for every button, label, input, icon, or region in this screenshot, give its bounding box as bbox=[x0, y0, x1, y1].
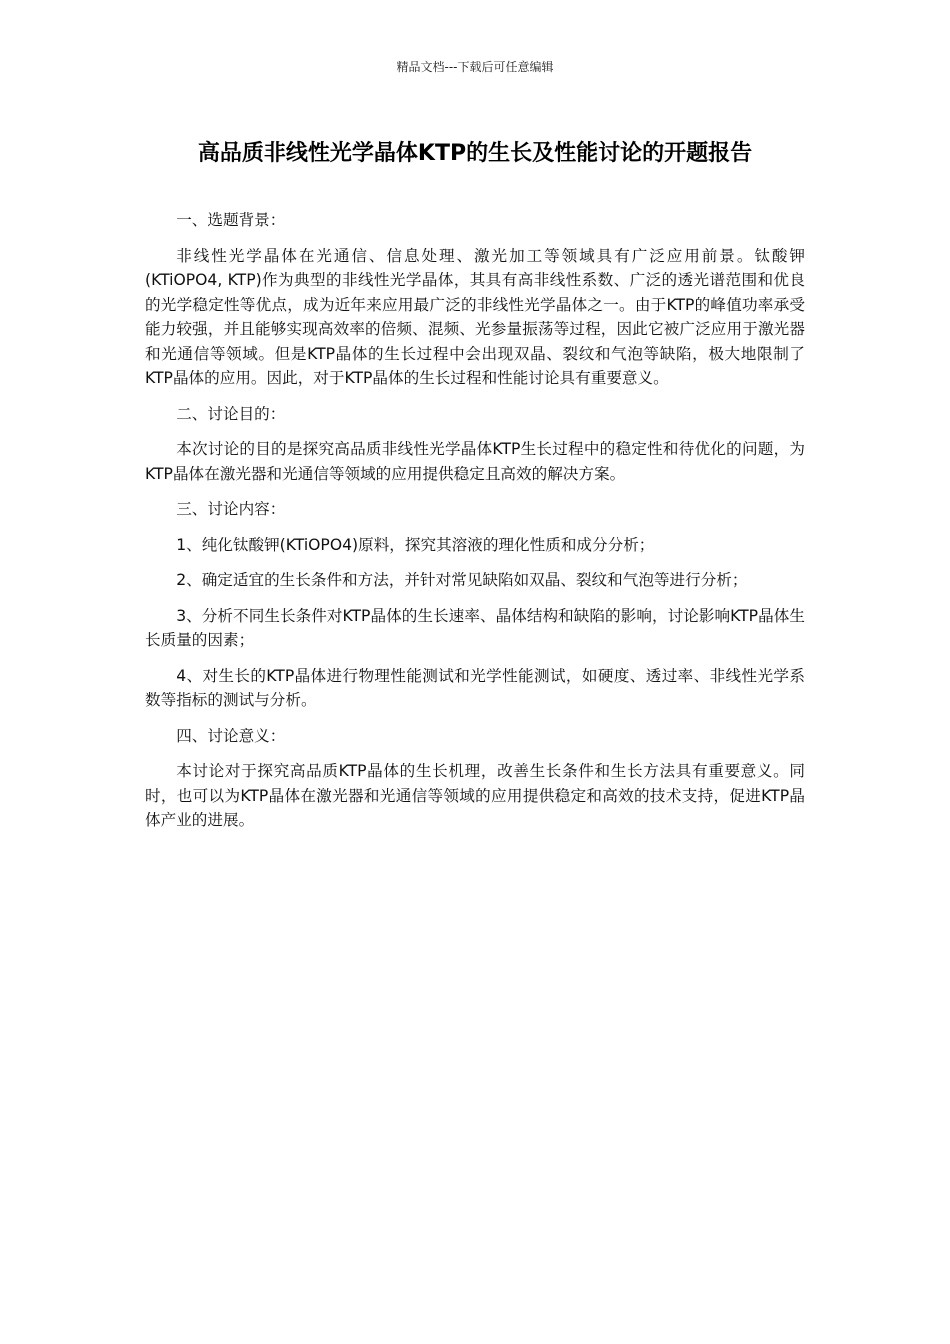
content-item-4: 4、对生长的KTP晶体进行物理性能测试和光学性能测试，如硬度、透过率、非线性光学系数等指标的测试与分析。 bbox=[145, 666, 805, 709]
section-heading-content: 三、讨论内容： bbox=[176, 500, 286, 518]
content-item-2: 2、确定适宜的生长条件和方法，并针对常见缺陷如双晶、裂纹和气泡等进行分析； bbox=[176, 571, 748, 589]
header-note: 精品文档---下载后可任意编辑 bbox=[396, 60, 554, 74]
content-item-1: 1、纯化钛酸钾(KTiOPO4)原料，探究其溶液的理化性质和成分分析； bbox=[176, 535, 655, 554]
document-title: 高品质非线性光学晶体KTP的生长及性能讨论的开题报告 bbox=[197, 141, 753, 166]
section-heading-purpose: 二、讨论目的： bbox=[176, 404, 286, 423]
purpose-paragraph: 本次讨论的目的是探究高品质非线性光学晶体KTP生长过程中的稳定性和待优化的问题，为KTP晶体在激光器和光通信等领域的应用提供稳定且高效的解决方案。 bbox=[145, 440, 805, 483]
significance-paragraph: 本讨论对于探究高品质KTP晶体的生长机理，改善生长条件和生长方法具有重要意义。同时，也可以为KTP晶体在激光器和光通信等领域的应用提供稳定和高效的技术支持，促进KTP晶体产业的进展。 bbox=[145, 762, 805, 829]
section-heading-significance: 四、讨论意义： bbox=[176, 726, 286, 745]
section-heading-background: 一、选题背景： bbox=[176, 211, 286, 229]
content-item-3: 3、分析不同生长条件对KTP晶体的生长速率、晶体结构和缺陷的影响，讨论影响KTP晶体生长质量的因素； bbox=[145, 606, 805, 649]
document-body bbox=[145, 208, 805, 844]
background-paragraph: 非线性光学晶体在光通信、信息处理、激光加工等领域具有广泛应用前景。钛酸钾(KTiOPO4, KTP)作为典型的非线性光学晶体，其具有高非线性系数、广泛的透光谱范围和优良的光学稳定性等优点，成为近年来应用最广泛的非线性光学晶体之一。由于KTP的峰值功率承受能力较强，并且能够实现高效率的倍频、混频、光参量振荡等过程，因此它被广泛应用于激光器和光通信等领域。但是KTP晶体的生长过程中会出现双晶、裂纹和气泡等缺陷，极大地限制了KTP晶体的应用。因此，对于KTP晶体的生长过程和性能讨论具有重要意义。 bbox=[145, 246, 805, 387]
